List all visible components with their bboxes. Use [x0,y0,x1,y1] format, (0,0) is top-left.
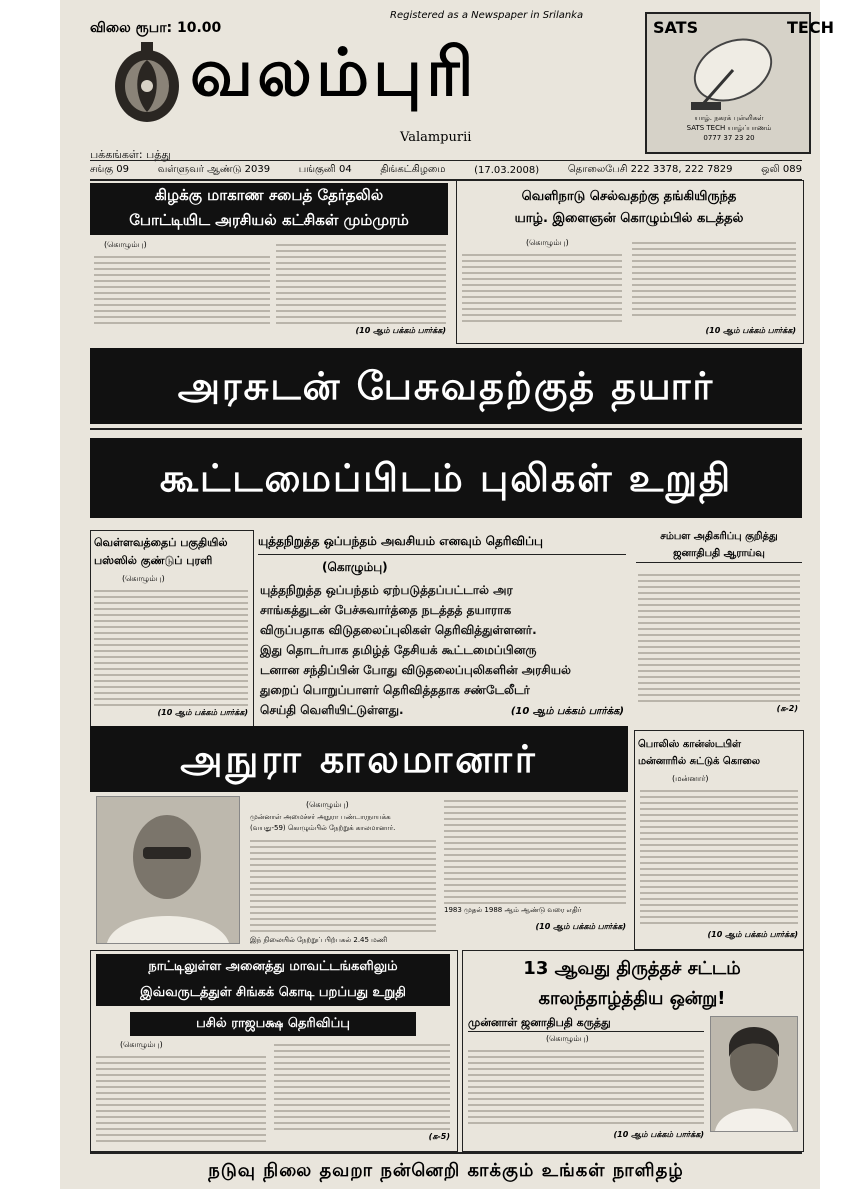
tamil-year: வள்ளுவர் ஆண்டு 2039 [157,164,271,175]
police-body [640,786,798,928]
flag-see-page: (க-5) [428,1132,450,1141]
ad-right-word: TECH [787,18,834,37]
east-headline: கிழக்கு மாகாண சபைத் தேர்தலில் போட்டியிட அரசியல் கட்சிகள் மும்முரம் [90,183,448,235]
chandrika-photo [710,1016,798,1132]
amendment-dateline-place: (கொழும்பு) [546,1034,589,1043]
main-headline-line-1: அரசுடன் பேசுவதற்குத் தயார் [90,348,802,424]
amendment-body [468,1046,704,1128]
anura-lead: முன்னாள் அமைச்சர் அநுரா பண்டாரநாயக்க (வயது-59) கொழும்பில் நேற்றுக் காலமானார். [250,813,396,832]
east-body-left [94,252,270,324]
portrait-image-icon [97,797,239,943]
youth-see-page: (10 ஆம் பக்கம் பார்க்க) [705,326,796,335]
registration-note: Registered as a Newspaper in Srilanka [390,10,584,21]
east-body-right [276,240,446,324]
flag-body-left [96,1052,266,1142]
ad-left-word: SATS [653,18,699,37]
ad-line-3: 0777 37 23 20 [703,134,755,142]
east-dateline-place: (கொழும்பு) [104,240,147,249]
weekday: திங்கட்கிழமை [380,164,446,175]
youth-dateline-place: (கொழும்பு) [526,238,569,247]
police-see-page: (10 ஆம் பக்கம் பார்க்க) [707,930,798,939]
anura-body-left [250,836,436,934]
dateline [90,160,802,181]
main-headline-line-2: கூட்டமைப்பிடம் புலிகள் உறுதி [90,438,802,518]
east-see-page: (10 ஆம் பக்கம் பார்க்க) [355,326,446,335]
ad-line-1: யாழ். நகரக் புள்ளிகள் [694,114,764,122]
newspaper-title: வலம்புரி [190,34,478,111]
ceasefire-dateline-place: (கொழும்பு) [322,560,388,574]
anura-see-page: (10 ஆம் பக்கம் பார்க்க) [535,922,626,931]
footer-slogan: நடுவு நிலை தவறா நன்னெறி காக்கும் உங்கள் நாளிதழ் [208,1160,684,1181]
flag-headline: நாட்டிலுள்ள அனைத்து மாவட்டங்களிலும் இவ்வருடத்துள் சிங்கக் கொடி பறப்பது உறுதி [96,954,450,1006]
salary-body [638,570,800,702]
youth-body-right [632,238,796,318]
ceasefire-see-page: (10 ஆம் பக்கம் பார்க்க) [510,706,624,717]
flag-body-right [274,1040,450,1130]
portrait-image-icon [711,1017,797,1131]
ceasefire-headline: யுத்தநிறுத்த ஒப்பந்தம் அவசியம் எனவும் தெரிவிப்பு [258,534,626,555]
salary-headline: சம்பள அதிகரிப்பு குறித்து ஜனாதிபதி ஆராய்வு [636,528,802,563]
newspaper-page [60,0,834,1189]
youth-headline: வெளிநாடு செல்வதற்கு தங்கியிருந்த யாழ். இளைஞன் கொழும்பில் கடத்தல் [514,189,744,226]
salary-see-page: (க-2) [776,704,798,713]
ceasefire-body: யுத்தநிறுத்த ஒப்பந்தம் ஏற்படுத்தப்பட்டால் அர சாங்கத்துடன் பேச்சுவார்த்தை நடத்தத் தயாராக விருப்பதாக விடுதலைப்புலிகள் தெரிவித்துள்ளனர். இது தொடர்பாக தமிழ்த் தேசியக் கூட்டமைப்பினரு டனான சந்திப்பின் போது விடுதலைப்புலிகளின் அரசியல் துறைப் பொறுப்பாளர் தெரிவித்ததாக சண்டேலீடர் செய்தி வெளியிட்டுள்ளது. [260,583,571,717]
conch-logo-icon [108,36,186,124]
youth-body-left [462,250,622,326]
price-label: விலை ரூபா: 10.00 [90,20,222,36]
anura-dateline-place: (கொழும்பு) [306,800,349,809]
satellite-dish-icon [677,32,781,114]
flood-headline: வெள்ளவத்தைப் பகுதியில் பஸ்ஸில் குண்டுப் புரளி [94,536,228,567]
police-headline: பொலிஸ் கான்ஸ்டபிள் மன்னாரில் சுட்டுக் கொலை [638,739,761,767]
anura-afternoon: இந் நிலையில் நேற்றுப் பிற்பகல் 2.45 மணி [250,936,388,944]
newspaper-subtitle: Valampurii [400,130,472,145]
flood-body [94,586,248,706]
issue-number: ஒலி 089 [761,164,802,175]
anura-photo [96,796,240,944]
amendment-headline: 13 ஆவது திருத்தச் சட்டம் காலந்தாழ்த்திய ஒன்று! [523,958,741,1009]
tamil-month: பங்குனி 04 [298,164,352,175]
ad-line-2: SATS TECH யாழ்ப்பாணம் [686,124,772,132]
flood-see-page: (10 ஆம் பக்கம் பார்க்க) [157,708,248,717]
anura-headline: அநுரா காலமானார் [90,726,628,792]
footer-divider [90,1152,802,1154]
amendment-see-page: (10 ஆம் பக்கம் பார்க்க) [613,1130,704,1139]
police-dateline-place: (மன்னார்) [672,774,709,783]
sats-tech-ad [645,12,834,154]
amendment-subheadline: முன்னாள் ஜனாதிபதி கருத்து [468,1016,704,1032]
flag-subheadline: பசில் ராஜபக்ஷ தெரிவிப்பு [130,1012,416,1036]
flood-dateline-place: (கொழும்பு) [122,574,165,583]
banner-divider [90,428,802,430]
phone-numbers: தொலைபேசி 222 3378, 222 7829 [567,164,733,175]
page-count: பக்கங்கள்: பத்து [90,148,171,161]
flag-dateline-place: (கொழும்பு) [120,1040,163,1049]
date: (17.03.2008) [474,164,540,176]
anura-body-right [444,796,626,904]
volume: சங்கு 09 [90,164,130,175]
anura-years: 1983 முதல் 1988 ஆம் ஆண்டு வரை எதிர் [444,906,582,914]
